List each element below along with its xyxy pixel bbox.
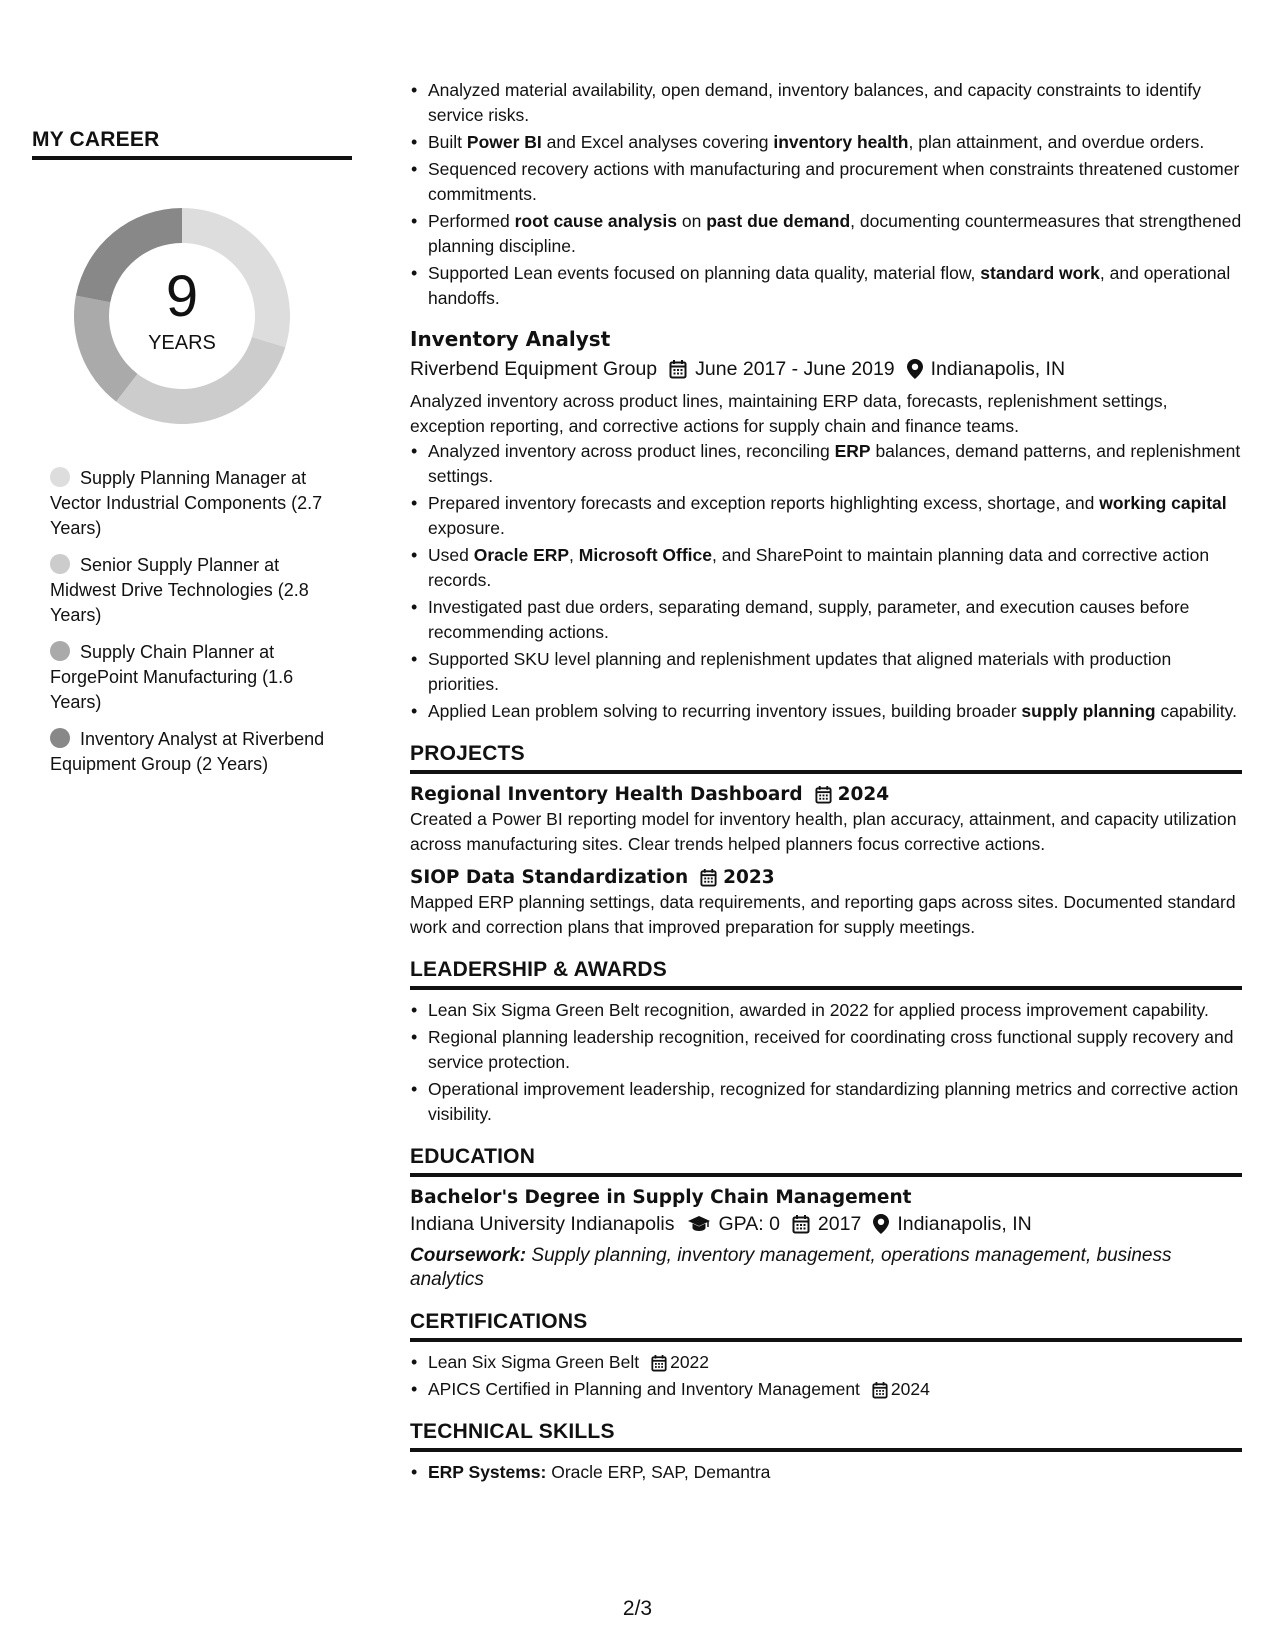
list-item: • Supported SKU level planning and replenishment updates that aligned materials with production priorities. xyxy=(428,647,1242,697)
project-name: SIOP Data Standardization xyxy=(410,867,689,888)
graduation-year: 2017 xyxy=(817,1213,862,1235)
list-item: • Investigated past due orders, separating demand, supply, parameter, and execution causes before recommending actions. xyxy=(428,595,1242,645)
gpa: GPA: 0 xyxy=(718,1213,780,1235)
legend-dot xyxy=(50,641,70,661)
skill-value: Oracle ERP, SAP, Demantra xyxy=(551,1462,771,1482)
list-item: • Prepared inventory forecasts and exception reports highlighting excess, shortage, and working capital exposure. xyxy=(428,491,1242,541)
legend-label: Senior Supply Planner at Midwest Drive Technologies (2.8 Years) xyxy=(50,555,309,625)
job-bullets xyxy=(410,439,1242,724)
list-item: • Analyzed material availability, open demand, inventory balances, and capacity constraints to identify service risks. xyxy=(428,78,1242,128)
years-unit: YEARS xyxy=(148,332,216,354)
legend-item xyxy=(50,640,330,715)
list-item xyxy=(428,1350,1242,1375)
legend-dot xyxy=(50,728,70,748)
legend-label: Supply Planning Manager at Vector Industrial Components (2.7 Years) xyxy=(50,468,323,538)
skills-list xyxy=(410,1460,1242,1485)
career-heading: MY CAREER xyxy=(32,128,352,160)
list-item: • Supported Lean events focused on planning data quality, material flow, standard work, and operational handoffs. xyxy=(428,261,1242,311)
list-item: • Built Power BI and Excel analyses covering inventory health, plan attainment, and overdue orders. xyxy=(428,130,1242,155)
list-item xyxy=(428,1460,1242,1485)
list-item xyxy=(428,1377,1242,1402)
project-title xyxy=(410,867,1242,888)
job-meta xyxy=(410,355,1242,383)
resume-main xyxy=(410,78,1242,1487)
calendar-icon xyxy=(872,1381,888,1399)
list-item: • Used Oracle ERP, Microsoft Office, and SharePoint to maintain planning data and corrective action records. xyxy=(428,543,1242,593)
project-description: Mapped ERP planning settings, data requirements, and reporting gaps across sites. Documented standard work and correction plans that improved preparation for supply meetings. xyxy=(410,892,1236,937)
donut-center xyxy=(62,196,302,436)
calendar-icon xyxy=(815,785,832,804)
career-sidebar xyxy=(32,90,352,789)
project-description: Created a Power BI reporting model for inventory health, plan accuracy, attainment, and capacity utilization across manufacturing sites. Clear trends helped planners focus corrective actions. xyxy=(410,809,1237,854)
years-value: 9 xyxy=(165,264,199,329)
certifications-list xyxy=(410,1350,1242,1402)
job-dates: June 2017 - June 2019 xyxy=(695,358,895,380)
project-title xyxy=(410,784,1242,805)
calendar-icon xyxy=(700,868,717,887)
list-item: • Sequenced recovery actions with manufacturing and procurement when constraints threatened customer commitments. xyxy=(428,157,1242,207)
calendar-icon xyxy=(651,1354,667,1372)
legend-label: Inventory Analyst at Riverbend Equipment Group (2 Years) xyxy=(50,729,325,774)
legend-dot xyxy=(50,554,70,574)
degree-title: Bachelor's Degree in Supply Chain Management xyxy=(410,1187,912,1208)
previous-job-bullets xyxy=(410,78,1242,311)
job-company: Riverbend Equipment Group xyxy=(410,358,658,380)
job-location: Indianapolis, IN xyxy=(930,358,1066,380)
legend-dot xyxy=(50,467,70,487)
career-donut-chart xyxy=(62,196,302,436)
list-item: • Lean Six Sigma Green Belt recognition, awarded in 2022 for applied process improvement capability. xyxy=(428,998,1242,1023)
list-item: • Performed root cause analysis on past due demand, documenting countermeasures that strengthened planning discipline. xyxy=(428,209,1242,259)
page-number: 2/3 xyxy=(622,1597,653,1620)
education-heading: EDUCATION xyxy=(410,1145,1242,1177)
awards-heading: LEADERSHIP & AWARDS xyxy=(410,958,1242,990)
map-pin-icon xyxy=(873,1214,889,1234)
list-item: • Operational improvement leadership, recognized for standardizing planning metrics and corrective action visibility. xyxy=(428,1077,1242,1127)
skills-heading: TECHNICAL SKILLS xyxy=(410,1420,1242,1452)
skill-label: ERP Systems: xyxy=(428,1462,547,1482)
project-year: 2023 xyxy=(723,867,775,888)
cert-year: 2022 xyxy=(670,1352,710,1372)
map-pin-icon xyxy=(907,359,923,379)
graduation-cap-icon xyxy=(687,1215,711,1233)
job-summary: Analyzed inventory across product lines, maintaining ERP data, forecasts, replenishment settings, exception reporting, and corrective actions for supply chain and finance teams. xyxy=(410,391,1168,436)
list-item: • Analyzed inventory across product lines, reconciling ERP balances, demand patterns, and replenishment settings. xyxy=(428,439,1242,489)
cert-year: 2024 xyxy=(890,1379,930,1399)
career-legend xyxy=(50,466,352,777)
list-item: • Regional planning leadership recognition, received for coordinating cross functional supply recovery and service protection. xyxy=(428,1025,1242,1075)
awards-list xyxy=(410,998,1242,1127)
school-name: Indiana University Indianapolis xyxy=(410,1213,675,1235)
certifications-heading: CERTIFICATIONS xyxy=(410,1310,1242,1342)
calendar-icon xyxy=(669,359,687,379)
calendar-icon xyxy=(792,1214,810,1234)
projects-heading: PROJECTS xyxy=(410,742,1242,774)
cert-name: • APICS Certified in Planning and Inventory Management xyxy=(428,1379,860,1399)
legend-label: Supply Chain Planner at ForgePoint Manufacturing (1.6 Years) xyxy=(50,642,294,712)
legend-item xyxy=(50,553,330,628)
project-name: Regional Inventory Health Dashboard xyxy=(410,784,803,805)
school-location: Indianapolis, IN xyxy=(897,1213,1032,1235)
project-year: 2024 xyxy=(837,784,890,805)
legend-item xyxy=(50,727,330,777)
coursework-label: Coursework: xyxy=(410,1245,527,1266)
legend-item xyxy=(50,466,330,541)
coursework-text: Supply planning, inventory management, operations management, business analytics xyxy=(410,1245,1172,1290)
list-item: • Applied Lean problem solving to recurring inventory issues, building broader supply planning capability. xyxy=(428,699,1242,724)
coursework xyxy=(410,1244,1242,1292)
job-title: Inventory Analyst xyxy=(410,327,611,351)
cert-name: • Lean Six Sigma Green Belt xyxy=(428,1352,640,1372)
education-meta xyxy=(410,1210,1242,1238)
